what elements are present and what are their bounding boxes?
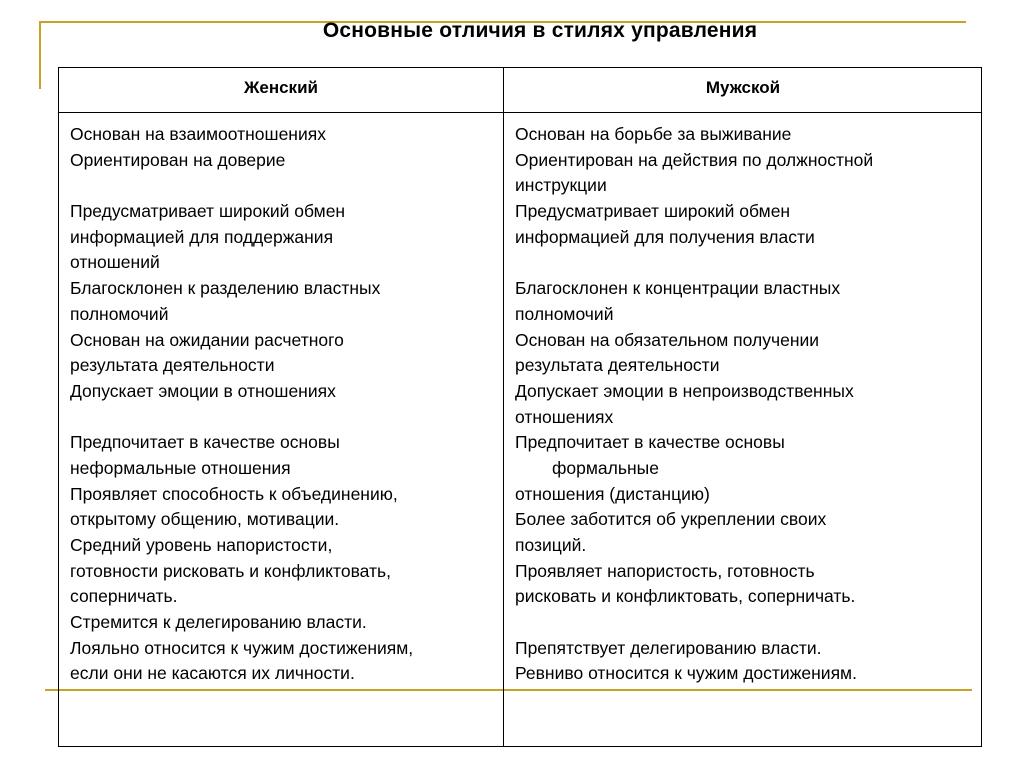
table-line	[70, 405, 500, 431]
table-line: Основан на обязательном получении	[515, 329, 820, 350]
table-line: формальные	[552, 457, 659, 478]
column-body-male	[515, 122, 975, 687]
page-title: Основные отличия в стилях управления	[322, 19, 758, 42]
table-line: Проявляет способность к объединению,	[70, 483, 398, 504]
table-line: Допускает эмоции в отношениях	[70, 380, 336, 401]
table-line: готовности рисковать и конфликтовать,	[70, 560, 392, 581]
table-line: Ревниво относится к чужим достижениям.	[515, 663, 857, 684]
table-line: Предпочитает в качестве основы	[70, 432, 340, 453]
table-line: Основан на ожидании расчетного	[70, 329, 344, 350]
table-line	[515, 610, 975, 636]
table-line: позиций.	[515, 535, 587, 555]
table-line: результата деятельности	[515, 355, 720, 376]
table-line: рисковать и конфликтовать, соперничать.	[515, 586, 856, 607]
table-line: неформальные отношения	[70, 457, 291, 478]
column-header-male: Мужской	[705, 78, 781, 97]
header-divider	[59, 112, 981, 113]
table-line: Предусматривает широкий обмен	[515, 201, 791, 222]
table-line: Стремится к делегированию власти.	[70, 612, 367, 633]
column-divider	[503, 68, 504, 746]
table-line: Ориентирован на доверие	[70, 149, 286, 170]
table-line: Допускает эмоции в непроизводственных	[515, 380, 854, 401]
column-header-female: Женский	[244, 78, 318, 97]
table-line: Основан на взаимоотношениях	[70, 124, 326, 144]
table-line: полномочий	[70, 303, 169, 324]
table-line: отношений	[70, 252, 160, 273]
table-line: Лояльно относится к чужим достижениям,	[70, 637, 414, 658]
table-line: Предусматривает широкий обмен	[70, 201, 346, 222]
table-line: информацией для поддержания	[70, 226, 334, 247]
table-line: Средний уровень напористости,	[70, 535, 333, 555]
table-line: Благосклонен к концентрации властных	[515, 278, 841, 299]
table-line: результата деятельности	[70, 355, 275, 376]
table-line: соперничать.	[70, 586, 178, 607]
comparison-table	[58, 67, 982, 747]
table-line: информацией для получения власти	[515, 226, 815, 247]
table-line	[70, 173, 500, 199]
table-line: открытому общению, мотивации.	[70, 509, 340, 530]
table-line: инструкции	[515, 175, 607, 196]
table-line: Предпочитает в качестве основы	[515, 432, 785, 453]
table-line: отношения (дистанцию)	[515, 483, 710, 504]
table-line: Препятствует делегированию власти.	[515, 637, 822, 658]
table-line: Ориентирован на действия по должностной	[515, 149, 874, 170]
table-line: Более заботится об укреплении своих	[515, 509, 827, 530]
table-line: если они не касаются их личности.	[70, 663, 355, 684]
table-line: Основан на борьбе за выживание	[515, 124, 792, 144]
table-line: отношениях	[515, 406, 614, 427]
table-line	[515, 250, 975, 276]
column-body-female	[70, 122, 500, 687]
table-line: Проявляет напористость, готовность	[515, 560, 815, 581]
table-line: полномочий	[515, 303, 614, 324]
table-line: Благосклонен к разделению властных	[70, 278, 381, 299]
